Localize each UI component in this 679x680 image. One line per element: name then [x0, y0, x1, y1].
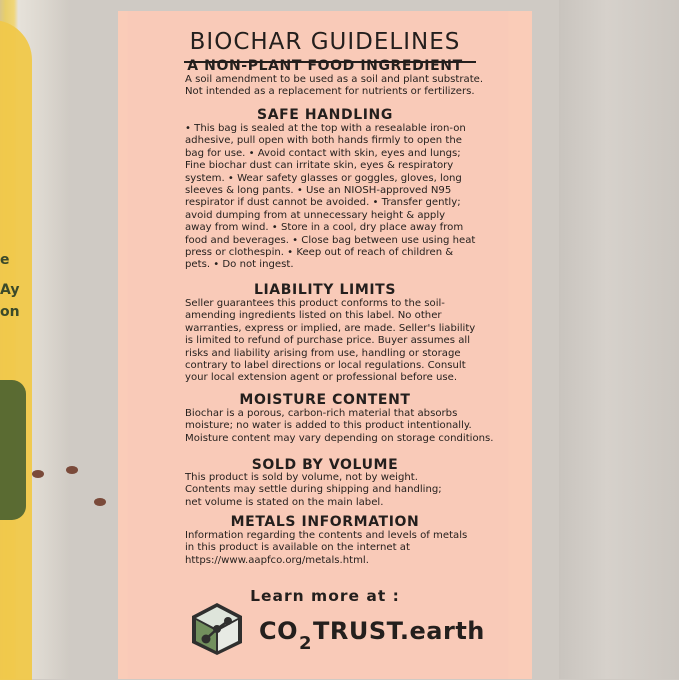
footprints-graphic	[28, 462, 118, 512]
bag-right-background	[559, 0, 679, 679]
bag-text-fragment: e	[0, 252, 10, 268]
section-heading-sold-by-volume: SOLD BY VOLUME	[251, 457, 399, 473]
section-body-safe-handling: • This bag is sealed at the top with a resealable iron-on adhesive, pull open with both hands firmly to open the bag for use. • Avoid contact with skin, eyes and lungs; Fine biochar dust can irritate skin, eyes & respiratory system. • Wear safety glasses or goggles, gloves, long sleeves & long pants. • Use an NIOSH-approved N95 respirator if dust cannot be avoided. • Transfer gently; avoid dumping from at unnecessary height & apply away from wind. • Store in a cool, dry place away from food and beverages. • Close bag between use using heat press or clothespin. • Keep out of reach of children & pets. • Do not ingest.	[185, 123, 476, 271]
brand-subscript: 2	[299, 633, 313, 654]
section-heading-safe-handling: SAFE HANDLING	[257, 107, 393, 123]
biochar-guidelines-label	[118, 11, 532, 679]
bag-text-fragment: on	[0, 304, 20, 320]
section-heading-moisture-content: MOISTURE CONTENT	[239, 392, 411, 408]
section-heading-metals-information: METALS INFORMATION	[230, 514, 420, 530]
brand-suffix: TRUST.earth	[313, 617, 485, 645]
learn-more-text: Learn more at :	[250, 587, 400, 605]
bag-yellow-panel	[0, 20, 32, 680]
bag-text-fragment: Ay	[0, 282, 20, 298]
bag-plant-graphic	[0, 380, 26, 520]
section-body-sold-by-volume: This product is sold by volume, not by weight. Contents may settle during shipping and handling; net volume is stated on the main label.	[185, 472, 442, 508]
section-body-moisture-content: Biochar is a porous, carbon-rich material that absorbs moisture; no water is added to this product intentionally. Moisture content may vary depending on storage conditions.	[185, 408, 494, 444]
section-heading-liability-limits: LIABILITY LIMITS	[253, 282, 397, 298]
co2trust-cube-logo-icon	[190, 601, 244, 657]
section-body-liability-limits: Seller guarantees this product conforms to the soil- amending ingredients listed on this label. No other warranties, express or implied, are made. Seller's liability is limited to refund of purchase price. Buyer assumes all risks and liability arising from use, handling or storage contrary to label directions or local regulations. Consult your local extension agent or professional before use.	[185, 298, 476, 384]
brand-prefix: CO	[259, 617, 299, 645]
label-title: BIOCHAR GUIDELINES	[189, 29, 461, 55]
section-body-non-plant-food: A soil amendment to be used as a soil and plant substrate. Not intended as a replacement for nutrients or fertilizers.	[185, 74, 484, 98]
section-body-metals-information: Information regarding the contents and levels of metals in this product is available on the internet at https://www.aapfco.org/metals.html.	[185, 530, 468, 566]
section-heading-non-plant-food: A NON-PLANT FOOD INGREDIENT	[187, 58, 463, 74]
co2trust-brand-name	[259, 617, 485, 654]
